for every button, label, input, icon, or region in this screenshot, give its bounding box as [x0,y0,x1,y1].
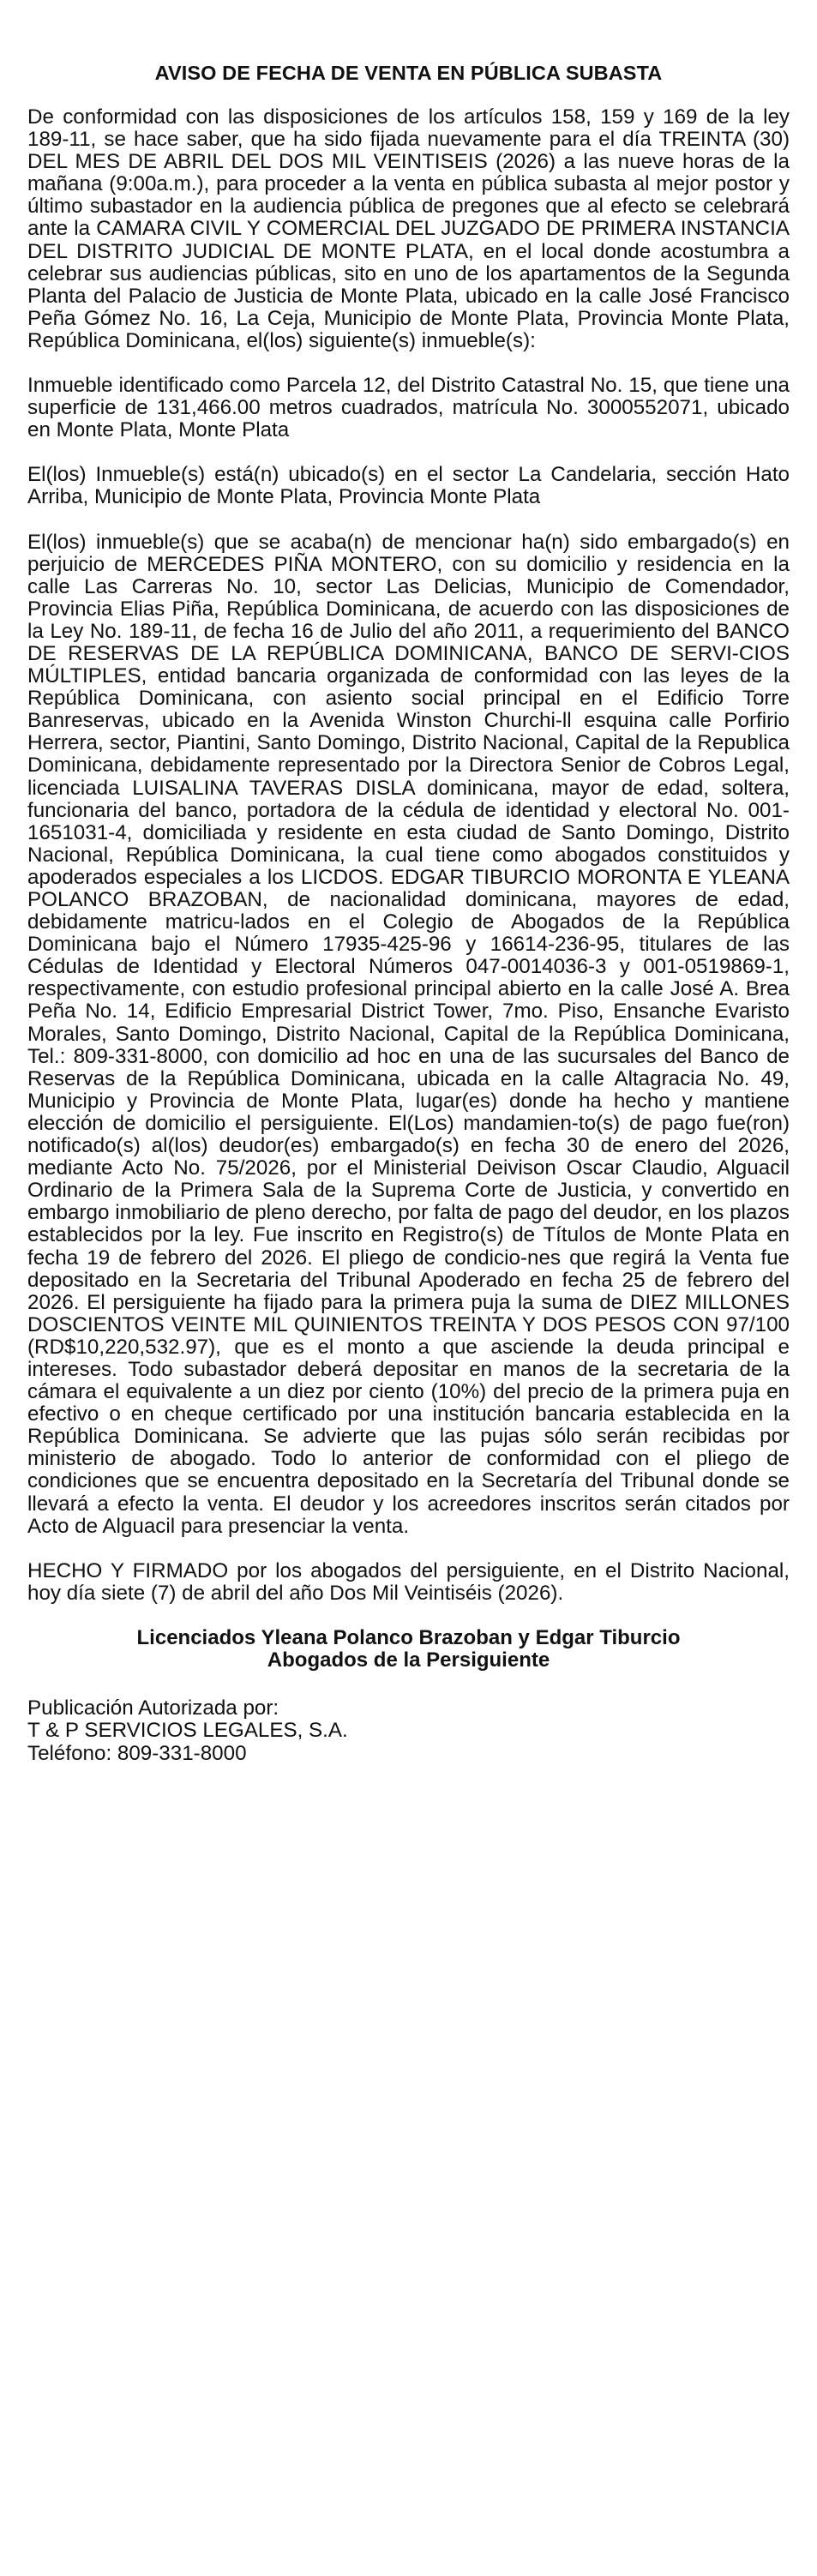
publication-footer [27,1697,790,1766]
notice-paragraph-seizure-details: El(los) inmueble(s) que se acaba(n) de mencionar ha(n) sido embargado(s) en perjuicio de MERCEDES PIÑA MONTERO, con su domicilio y residencia en la calle Las Carreras No. 10, sector Las Delicias, Municipio de Comendador, Provincia Elias Piña, República Dominicana, de acuerdo con las disposiciones de la Ley No. 189-11, de fecha 16 de Julio del año 2011, a requerimiento del BANCO DE RESERVAS DE LA REPÚBLICA DOMINICANA, BANCO DE SERVI-CIOS MÚLTIPLES, entidad bancaria organizada de conformidad con las leyes de la República Dominicana, con asiento social principal en el Edificio Torre Banreservas, ubicado en la Avenida Winston Churchi-ll esquina calle Porfirio Herrera, sector, Piantini, Santo Domingo, Distrito Nacional, Capital de la Republica Dominicana, debidamente representado por la Directora Senior de Cobros Legal, licenciada LUISALINA TAVERAS DISLA dominicana, mayor de edad, soltera, funcionaria del banco, portadora de la cédula de identidad y electoral No. 001-1651031-4, domiciliada y residente en esta ciudad de Santo Domingo, Distrito Nacional, República Dominicana, la cual tiene como abogados constituidos y apoderados especiales a los LICDOS. EDGAR TIBURCIO MORONTA E YLEANA POLANCO BRAZOBAN, de nacionalidad dominicana, mayores de edad, debidamente matricu-lados en el Colegio de Abogados de la República Dominicana bajo el Número 17935-425-96 y 16614-236-95, titulares de las Cédulas de Identidad y Electoral Números 047-0014036-3 y 001-0519869-1, respectivamente, con estudio profesional principal abierto en la calle José A. Brea Peña No. 14, Edificio Empresarial District Tower, 7mo. Piso, Ensanche Evaristo Morales, Santo Domingo, Distrito Nacional, Capital de la República Dominicana, Tel.: 809-331-8000, con domicilio ad hoc en una de las sucursales del Banco de Reservas de la República Dominicana, ubicada en la calle Altagracia No. 49, Municipio y Provincia de Monte Plata, lugar(es) donde ha hecho y mantiene elección de domicilio el persiguiente. El(Los) mandamien-to(s) de pago fue(ron) notificado(s) al(los) deudor(es) embargado(s) en fecha 30 de enero del 2026, mediante Acto No. 75/2026, por el Ministerial Deivison Oscar Claudio, Alguacil Ordinario de la Primera Sala de la Suprema Corte de Justicia, y convertido en embargo inmobiliario de pleno derecho, por falta de pago del deudor, en los plazos establecidos por la ley. Fue inscrito en Registro(s) de Títulos de Monte Plata en fecha 19 de febrero del 2026. El pliego de condicio-nes que regirá la Venta fue depositado en la Secretaria del Tribunal Apoderado en fecha 25 de febrero del 2026. El persiguiente ha fijado para la primera puja la suma de DIEZ MILLONES DOSCIENTOS VEINTE MIL QUINIENTOS TREINTA Y DOS PESOS CON 97/100 (RD$10,220,532.97), que es el monto a que asciende la deuda principal e intereses. Todo subastador deberá depositar en manos de la secretaria de la cámara el equivalente a un diez por ciento (10%) del precio de la primera puja en efectivo o en cheque certificado por una institución bancaria establecida en la República Dominicana. Se advierte que las pujas sólo serán recibidas por ministerio de abogado. Todo lo anterior de conformidad con el pliego de condiciones que se encuentra depositado en la Secretaría del Tribunal donde se llevará a efecto la venta. El deudor y los acreedores inscritos serán citados por Acto de Alguacil para presenciar la venta. [27,530,790,1538]
notice-paragraph-sale-date: De conformidad con las disposiciones de los artículos 158, 159 y 169 de la ley 189-11, se hace saber, que ha sido fijada nuevamente para el día TREINTA (30) DEL MES DE ABRIL DEL DOS MIL VEINTISEIS (2026) a las nueve horas de la mañana (9:00a.m.), para proceder a la venta en pública subasta al mejor postor y último subastador en la audiencia pública de pregones que al efecto se celebrará ante la CAMARA CIVIL Y COMERCIAL DEL JUZGADO DE PRIMERA INSTANCIA DEL DISTRITO JUDICIAL DE MONTE PLATA, en el local donde acostumbra a celebrar sus audiencias públicas, sito en uno de los apartamentos de la Segunda Planta del Palacio de Justicia de Monte Plata, ubicado en la calle José Francisco Peña Gómez No. 16, La Ceja, Municipio de Monte Plata, Provincia Monte Plata, República Dominicana, el(los) siguiente(s) inmueble(s): [27,105,790,352]
footer-company: T & P SERVICIOS LEGALES, S.A. [27,1719,348,1743]
signature-lawyers: Licenciados Yleana Polanco Brazoban y Edgar Tiburcio [136,1625,681,1649]
notice-paragraph-location: El(los) Inmueble(s) está(n) ubicado(s) en el sector La Candelaria, sección Hato Arriba, Municipio de Monte Plata, Provincia Monte Plata [27,463,790,509]
footer-phone: Teléfono: 809-331-8000 [27,1741,247,1765]
signature-block [27,1627,790,1672]
notice-title: AVISO DE FECHA DE VENTA EN PÚBLICA SUBASTA [154,62,663,84]
notice-paragraph-signed: HECHO Y FIRMADO por los abogados del persiguiente, en el Distrito Nacional, hoy día siete (7) de abril del año Dos Mil Veintiséis (2026). [27,1558,790,1605]
signature-role: Abogados de la Persiguiente [267,1648,550,1672]
footer-authorized-by: Publicación Autorizada por: [27,1696,279,1720]
notice-paragraph-property: Inmueble identificado como Parcela 12, del Distrito Catastral No. 15, que tiene una superficie de 131,466.00 metros cuadrados, matrícula No. 3000552071, ubicado en Monte Plata, Monte Plata [27,374,790,442]
